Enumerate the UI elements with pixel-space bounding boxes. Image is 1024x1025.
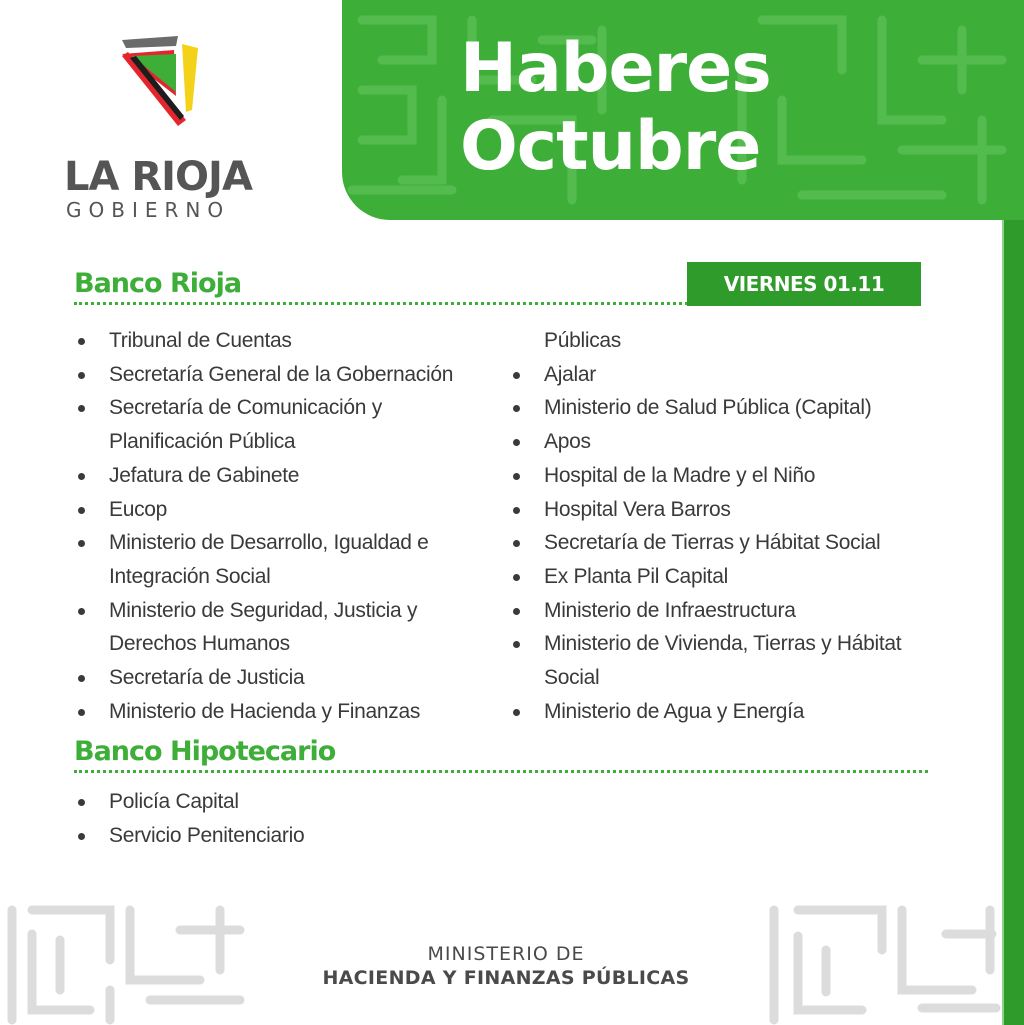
title-line-1: Haberes [460, 29, 771, 108]
logo-subtitle: GOBIERNO [66, 198, 231, 222]
list-item-continuation: Planificación Pública [109, 430, 296, 454]
list-item: Apos [510, 425, 970, 459]
list-item: Hospital de la Madre y el Niño [510, 459, 970, 493]
list-item: Secretaría de Justicia [75, 661, 505, 695]
page-title [460, 30, 771, 186]
list-item: Ministerio de Seguridad, Justicia y [75, 594, 505, 628]
list-item: Ministerio de Desarrollo, Igualdad e [75, 526, 505, 560]
list-item-continuation: Social [544, 666, 600, 690]
la-rioja-emblem-icon [118, 34, 214, 134]
banco-rioja-list-right [510, 324, 970, 728]
logo-name: LA RIOJA [64, 154, 252, 200]
list-item: Secretaría de Comunicación y [75, 391, 505, 425]
date-badge: VIERNES 01.11 [687, 262, 921, 306]
list-item: Eucop [75, 493, 505, 527]
side-strip [1004, 220, 1024, 1025]
list-item: Ministerio de Salud Pública (Capital) [510, 391, 970, 425]
list-item-continuation: Públicas [544, 329, 621, 352]
list-item: Servicio Penitenciario [75, 819, 505, 853]
section-divider-banco-hipotecario [74, 770, 928, 773]
list-item: Policía Capital [75, 785, 505, 819]
list-item: Secretaría General de la Gobernación [75, 358, 505, 392]
banco-hipotecario-list [75, 785, 505, 852]
list-item: Tribunal de Cuentas [75, 324, 505, 358]
footer-pattern-left [0, 900, 256, 1025]
list-item-continuation: Derechos Humanos [109, 632, 290, 656]
section-title-banco-rioja: Banco Rioja [74, 268, 242, 299]
list-item: Ministerio de Agua y Energía [510, 695, 970, 729]
list-item: Ministerio de Hacienda y Finanzas [75, 695, 505, 729]
list-item: Ministerio de Infraestructura [510, 594, 970, 628]
footer-line-1: MINISTERIO DE [427, 943, 585, 965]
banco-rioja-list-left [75, 324, 505, 728]
header-banner [342, 0, 1024, 220]
list-item: Ministerio de Vivienda, Tierras y Hábitat [510, 627, 970, 661]
list-item-continuation: Integración Social [109, 564, 271, 588]
footer-pattern-right [762, 900, 1004, 1025]
footer-line-2: HACIENDA Y FINANZAS PÚBLICAS [322, 967, 690, 989]
list-item: Hospital Vera Barros [510, 493, 970, 527]
title-line-2: Octubre [460, 107, 761, 186]
list-item: Secretaría de Tierras y Hábitat Social [510, 526, 970, 560]
list-item: Jefatura de Gabinete [75, 459, 505, 493]
list-item: Ajalar [510, 358, 970, 392]
section-divider-banco-rioja [74, 302, 688, 305]
la-rioja-logo [60, 34, 280, 224]
list-item: Ex Planta Pil Capital [510, 560, 970, 594]
footer-ministry [256, 942, 756, 990]
section-title-banco-hipotecario: Banco Hipotecario [74, 736, 336, 767]
